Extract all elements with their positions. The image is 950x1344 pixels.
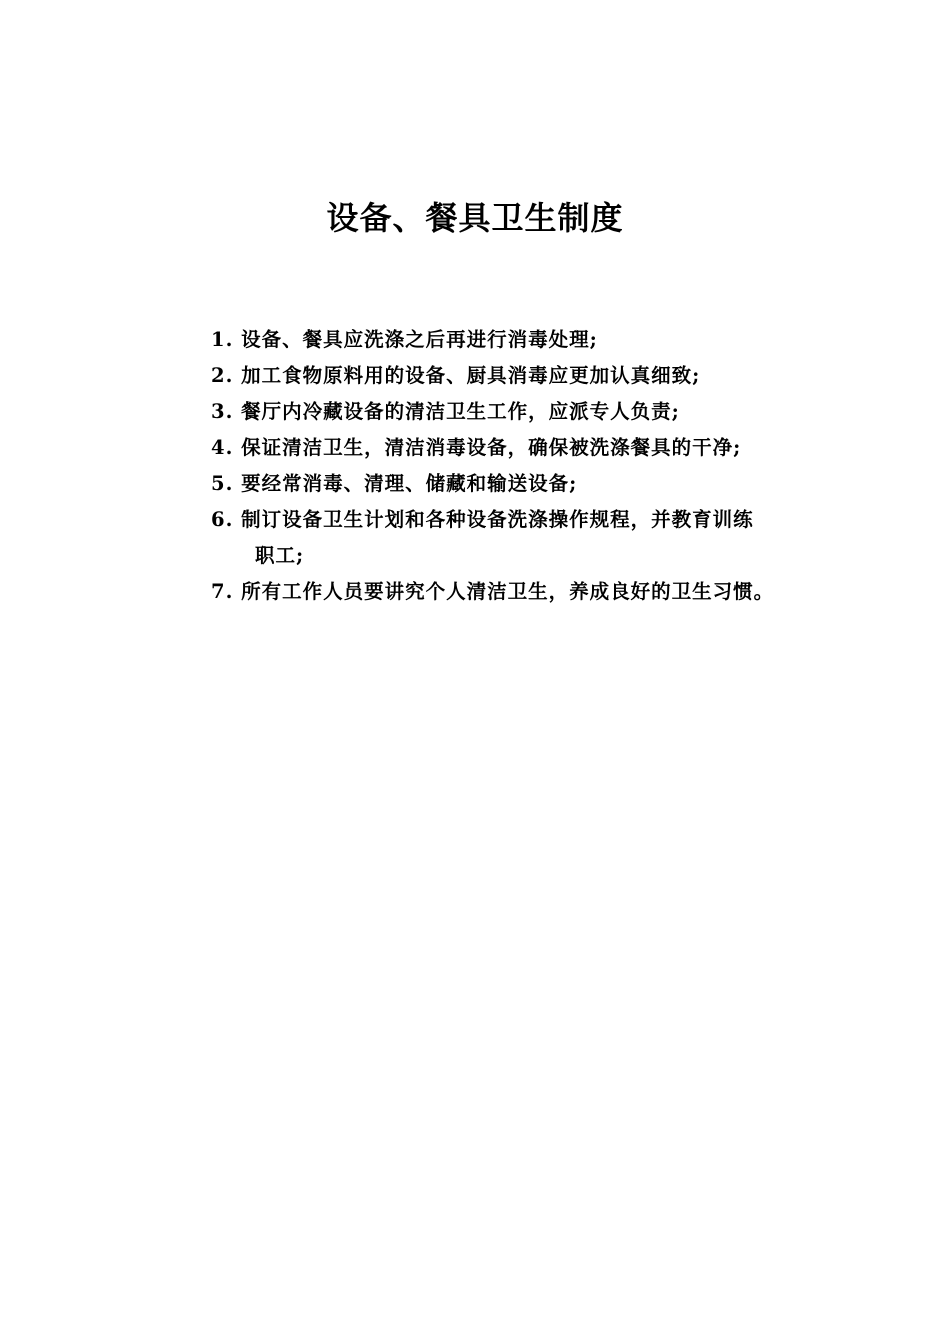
list-item [211,322,811,358]
rule-number: 2. [211,364,234,387]
rule-text: 餐厅内冷藏设备的清洁卫生工作，应派专人负责; [241,400,680,423]
rule-text-continuation: 职工; [255,544,305,567]
rule-number: 6. [211,508,234,531]
rule-number: 3. [211,400,234,423]
rule-text: 制订设备卫生计划和各种设备洗涤操作规程，并教育训练 [241,508,754,531]
list-item [211,358,811,394]
list-item [211,574,811,610]
rule-number: 7. [211,580,234,603]
rule-number: 5. [211,472,234,495]
rule-text: 所有工作人员要讲究个人清洁卫生，养成良好的卫生习惯。 [241,580,775,603]
list-item [211,466,811,502]
rule-number: 1. [211,328,234,351]
page-title: 设备、餐具卫生制度 [326,199,624,237]
list-item [211,430,811,466]
list-item [211,502,811,574]
rule-text: 设备、餐具应洗涤之后再进行消毒处理; [241,328,598,351]
rules-list [211,322,811,610]
rule-text: 要经常消毒、清理、储藏和输送设备; [241,472,578,495]
rule-text: 加工食物原料用的设备、厨具消毒应更加认真细致; [241,364,701,387]
rule-number: 4. [211,436,234,459]
rule-text: 保证清洁卫生，清洁消毒设备，确保被洗涤餐具的干净; [241,436,742,459]
list-item [211,394,811,430]
